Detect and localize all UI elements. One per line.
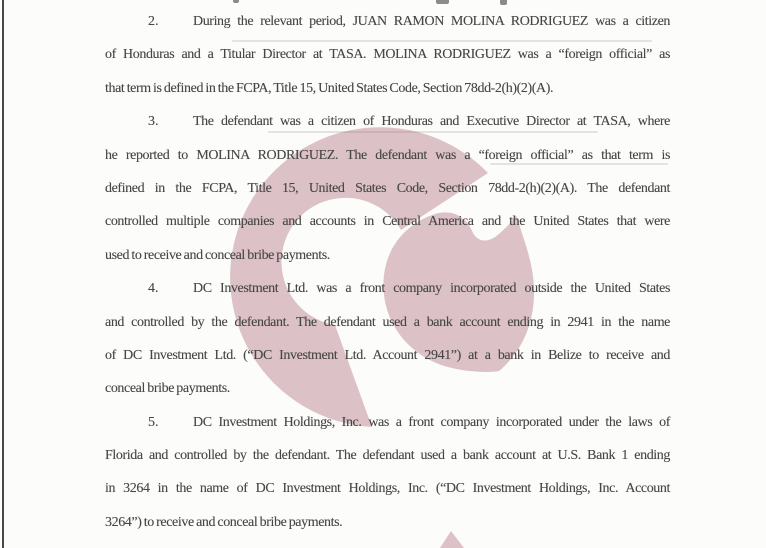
- paragraph-5-line-4: 3264”) to receive and conceal bribe payments.: [105, 514, 343, 530]
- scan-artifact: [233, 0, 239, 3]
- paragraph-5-line-1: [105, 406, 670, 439]
- paragraph-2-line-2: of Honduras and a Titular Director at TASA. MOLINA RODRIGUEZ was a “foreign official” as: [105, 47, 670, 63]
- paragraph-number: 4.: [148, 281, 159, 297]
- paragraph-4-line-1: [105, 272, 670, 305]
- paragraph-5-line-2: Florida and controlled by the defendant. The defendant used a bank account at U.S. Bank 1 ending: [105, 448, 670, 464]
- text-line: DC Investment Holdings, Inc. was a front company incorporated under the laws of: [193, 414, 670, 430]
- paragraph-3-line-5: used to receive and conceal bribe payments.: [105, 247, 330, 263]
- scan-edge-line: [2, 0, 4, 548]
- paragraph-3-line-4: controlled multiple companies and accounts in Central America and the United States that were: [105, 214, 670, 230]
- paragraph-number: 5.: [148, 414, 159, 430]
- paragraph-4-line-4: conceal bribe payments.: [105, 381, 230, 397]
- text-line: During the relevant period, JUAN RAMON MOLINA RODRIGUEZ was a citizen: [193, 14, 670, 29]
- document-text: [105, 5, 670, 539]
- scan-artifact: [436, 0, 449, 4]
- paragraph-number: 2.: [148, 14, 159, 29]
- paragraph-3-line-2: he reported to MOLINA RODRIGUEZ. The defendant was a “foreign official” as that term is: [105, 147, 670, 163]
- paragraph-number: 3.: [148, 114, 159, 130]
- scan-artifact: [500, 0, 507, 5]
- paragraph-4-line-2: and controlled by the defendant. The defendant used a bank account ending in 2941 in the name: [105, 314, 670, 330]
- paragraph-4-line-3: of DC Investment Ltd. (“DC Investment Ltd. Account 2941”) at a bank in Belize to receive and: [105, 347, 670, 363]
- paragraph-2-line-3: that term is defined in the FCPA, Title 15, United States Code, Section 78dd-2(h)(2)(A).: [105, 80, 554, 96]
- text-line: The defendant was a citizen of Honduras and Executive Director at TASA, where: [193, 114, 670, 130]
- paragraph-3-line-1: [105, 105, 670, 138]
- text-line: DC Investment Ltd. was a front company incorporated outside the United States: [193, 281, 670, 297]
- paragraph-5-line-3: in 3264 in the name of DC Investment Holdings, Inc. (“DC Investment Holdings, Inc. Account: [105, 481, 670, 497]
- paragraph-2-line-1: [105, 5, 670, 38]
- paragraph-3-line-3: defined in the FCPA, Title 15, United States Code, Section 78dd-2(h)(2)(A). The defendant: [105, 180, 670, 196]
